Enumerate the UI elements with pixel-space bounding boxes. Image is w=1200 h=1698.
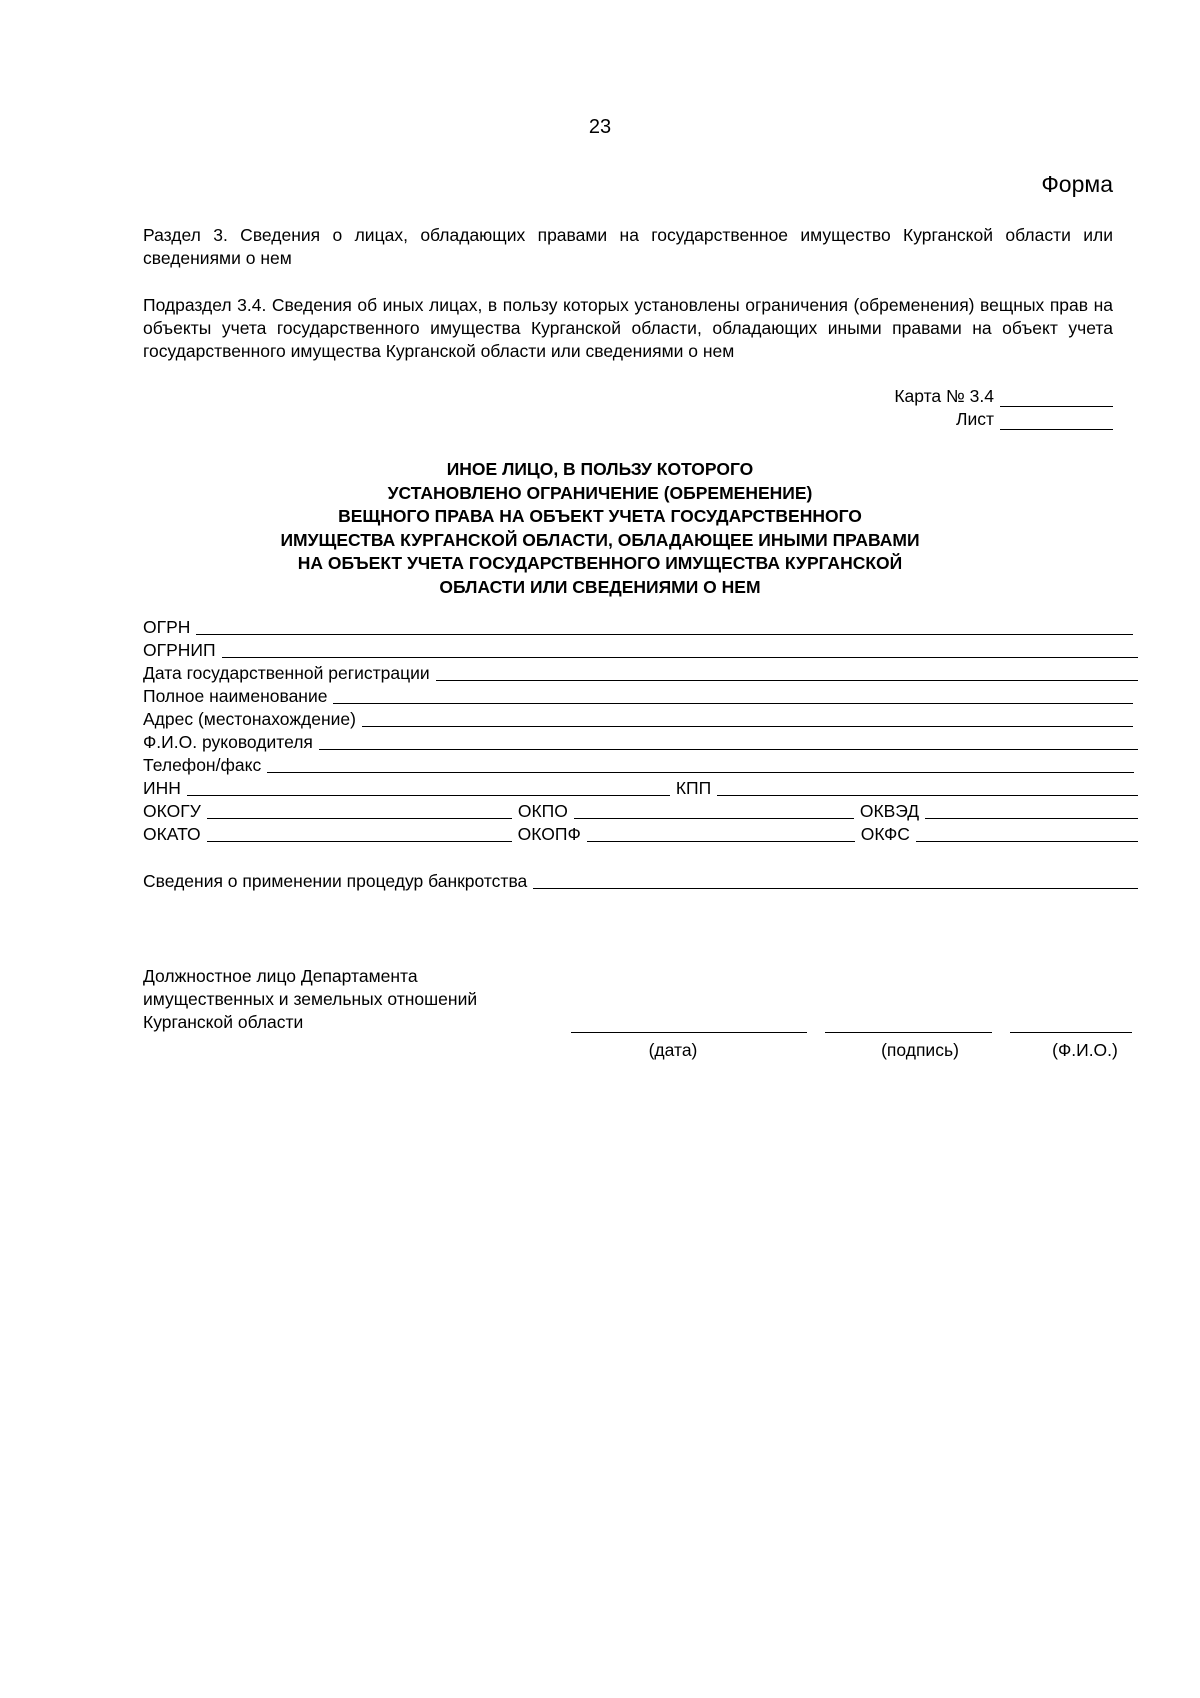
okato-row: [143, 822, 1138, 845]
okato-field[interactable]: [207, 840, 512, 842]
okfs-label: ОКФС: [860, 824, 910, 844]
ogrn-label: ОГРН: [143, 617, 191, 637]
full-name-label: Полное наименование: [143, 686, 328, 706]
section-heading: Раздел 3. Сведения о лицах, обладающих правами на государственное имущество Курганской области или сведениями о нем: [143, 225, 1113, 268]
title-line: НА ОБЪЕКТ УЧЕТА ГОСУДАРСТВЕННОГО ИМУЩЕСТВА КУРГАНСКОЙ: [297, 553, 903, 573]
sign-caption: (подпись): [881, 1040, 959, 1060]
name-caption: (Ф.И.О.): [1052, 1040, 1118, 1060]
ogrnip-row: [143, 638, 1138, 661]
phone-field[interactable]: [267, 771, 1134, 773]
kpp-label: КПП: [675, 778, 712, 798]
okpo-label: ОКПО: [517, 801, 568, 821]
form-label: Форма: [1041, 171, 1113, 197]
okopf-label: ОКОПФ: [517, 824, 581, 844]
address-field[interactable]: [362, 725, 1133, 727]
page-number: 23: [588, 116, 612, 138]
director-field[interactable]: [319, 748, 1138, 750]
official-line: Курганской области: [143, 1012, 304, 1032]
bankruptcy-label: Сведения о применении процедур банкротства: [143, 871, 528, 891]
phone-label: Телефон/факс: [143, 755, 262, 775]
official-line: имущественных и земельных отношений: [143, 989, 478, 1009]
sign-signature-line[interactable]: [825, 1031, 992, 1033]
bankruptcy-field[interactable]: [533, 887, 1138, 889]
kpp-field[interactable]: [717, 794, 1138, 796]
bankruptcy-row: [143, 869, 1138, 892]
okogu-row: [143, 799, 1138, 822]
okved-field[interactable]: [925, 817, 1138, 819]
okato-label: ОКАТО: [143, 824, 201, 844]
okved-label: ОКВЭД: [859, 801, 920, 821]
okfs-field[interactable]: [916, 840, 1138, 842]
inn-label: ИНН: [143, 778, 181, 798]
address-label: Адрес (местонахождение): [143, 709, 356, 729]
full-name-row: [143, 684, 1133, 707]
ogrnip-label: ОГРНИП: [143, 640, 216, 660]
card-number-label: Карта № 3.4: [894, 386, 994, 406]
full-name-field[interactable]: [333, 702, 1133, 704]
phone-row: [143, 753, 1134, 776]
okopf-field[interactable]: [587, 840, 855, 842]
official-line: Должностное лицо Департамента: [143, 966, 418, 986]
reg-date-label: Дата государственной регистрации: [143, 663, 430, 683]
reg-date-field[interactable]: [436, 679, 1138, 681]
okogu-field[interactable]: [207, 817, 512, 819]
address-row: [143, 707, 1133, 730]
director-label: Ф.И.О. руководителя: [143, 732, 313, 752]
title-line: ВЕЩНОГО ПРАВА НА ОБЪЕКТ УЧЕТА ГОСУДАРСТВЕННОГО: [338, 506, 862, 526]
date-caption: (дата): [648, 1040, 698, 1060]
title-line: ИМУЩЕСТВА КУРГАНСКОЙ ОБЛАСТИ, ОБЛАДАЮЩЕЕ ИНЫМИ ПРАВАМИ: [280, 529, 920, 550]
sheet-field[interactable]: [1000, 411, 1113, 430]
inn-field[interactable]: [187, 794, 670, 796]
director-row: [143, 730, 1138, 753]
subsection-heading: Подраздел 3.4. Сведения об иных лицах, в пользу которых установлены ограничения (обременения) вещных прав на объекты учета государственного имущества Курганской области, обладающих иными правами на объект учета государственного имущества Курганской области или сведениями о нем: [143, 295, 1113, 361]
reg-date-row: [143, 661, 1138, 684]
title-line: УСТАНОВЛЕНО ОГРАНИЧЕНИЕ (ОБРЕМЕНЕНИЕ): [387, 482, 813, 503]
okpo-field[interactable]: [574, 817, 854, 819]
ogrn-field[interactable]: [196, 633, 1133, 635]
card-number-field[interactable]: [1000, 388, 1113, 407]
ogrnip-field[interactable]: [222, 656, 1138, 658]
official-title: [143, 965, 477, 1034]
title-line: ИНОЕ ЛИЦО, В ПОЛЬЗУ КОТОРОГО: [446, 459, 754, 479]
name-signature-line[interactable]: [1010, 1031, 1132, 1033]
title-line: ОБЛАСТИ ИЛИ СВЕДЕНИЯМИ О НЕМ: [439, 576, 761, 597]
form-title: [0, 458, 1200, 599]
inn-kpp-row: [143, 776, 1138, 799]
sheet-row: [956, 409, 1113, 430]
date-signature-line[interactable]: [571, 1031, 807, 1033]
okogu-label: ОКОГУ: [143, 801, 201, 821]
card-number-row: [894, 386, 1113, 407]
ogrn-row: [143, 615, 1133, 638]
sheet-label: Лист: [955, 409, 994, 429]
